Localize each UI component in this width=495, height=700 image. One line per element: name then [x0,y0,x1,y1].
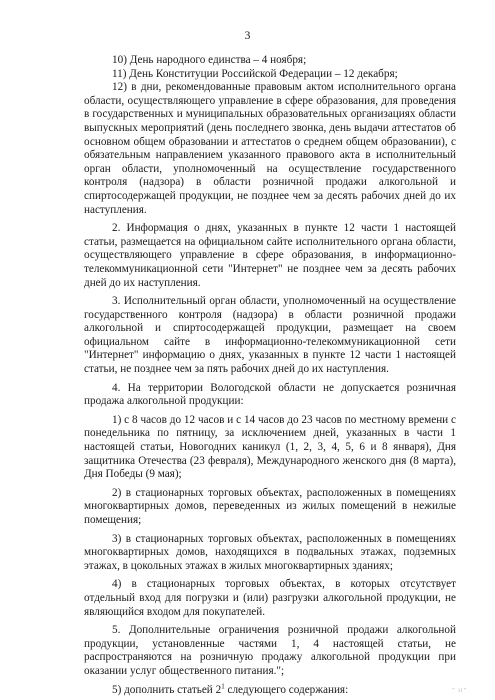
paragraph-last-after: следующего содержания: [224,683,349,696]
paragraph-last-before: 5) дополнить статьей 2 [112,683,222,696]
paragraph: 12) в дни, рекомендованные правовым актом исполнительного органа области, осуществляющего управление в сфере образования, для проведения в государственных и муниципальных образовательных организациях области выпускных мероприятий (день последнего звонка, день выдачи аттестатов об основном общем образовании и аттестатов о среднем общем образовании), с обязательным направлением указанного правового акта в исполнительный орган области, уполномоченный на осуществление государственного контроля (надзора) в области розничной продажи алкогольной и спиртосодержащей продукции, не позднее чем за десять рабочих дней до их наступления. [84,81,456,216]
paragraph: 3) в стационарных торговых объектах, расположенных в помещениях многоквартирных домов, находящихся в подвальных этажах, подземных этажах, в цокольных этажах в жилых многоквартирных зданиях; [84,532,456,572]
paragraph: 2. Информация о днях, указанных в пункте 12 части 1 настоящей статьи, размещается на официальном сайте исполнительного органа области, осуществляющего управление в сфере образования, в информационно-телекоммуникационной сети "Интернет" не позднее чем за десять рабочих дней до их наступления. [84,222,456,289]
paragraph: 5. Дополнительные ограничения розничной продажи алкогольной продукции, установленные частями 1, 4 настоящей статьи, не распространяются на розничную продажу алкогольной продукции при оказании услуг общественного питания."; [84,624,456,677]
document-body [84,54,456,697]
paragraph: 3. Исполнительный орган области, уполномоченный на осуществление государственного контроля (надзора) в области розничной продажи алкогольной и спиртосодержащей продукции, размещает на своем официальном сайте в информационно-телекоммуникационной сети "Интернет" информацию о днях, указанных в пункте 12 части 1 настоящей статьи, не позднее чем за пять рабочих дней до их наступления. [84,295,456,376]
page-number: 3 [244,30,251,42]
paragraph: 11) День Конституции Российской Федерации – 12 декабря; [112,67,398,80]
paragraph: 2) в стационарных торговых объектах, расположенных в помещениях многоквартирных домов, переведенных из жилых помещений в нежилые помещения; [84,486,456,526]
paragraph: 4) в стационарных торговых объектах, в которых отсутствует отдельный вход для погрузки и (или) разгрузки алкогольной продукции, не являющийся входом для покупателей. [84,578,456,618]
superscript: 1 [221,681,225,690]
paragraph: 1) с 8 часов до 12 часов и с 14 часов до 23 часов по местному времени с понедельника по пятницу, за исключением дней, указанных в части 1 настоящей статьи, Новогодних каникул (1, 2, 3, 4, 5, 6 и 8 января), Дня защитника Отечества (23 февраля), Международного женского дня (8 марта), Дня Победы (9 мая); [84,413,456,481]
corner-mark: " ii" [452,688,467,694]
paragraph: 4. На территории Вологодской области не допускается розничная продажа алкогольной продукции: [84,381,456,408]
paragraph: 10) День народного единства – 4 ноября; [112,54,307,66]
paragraph-last [84,681,456,698]
